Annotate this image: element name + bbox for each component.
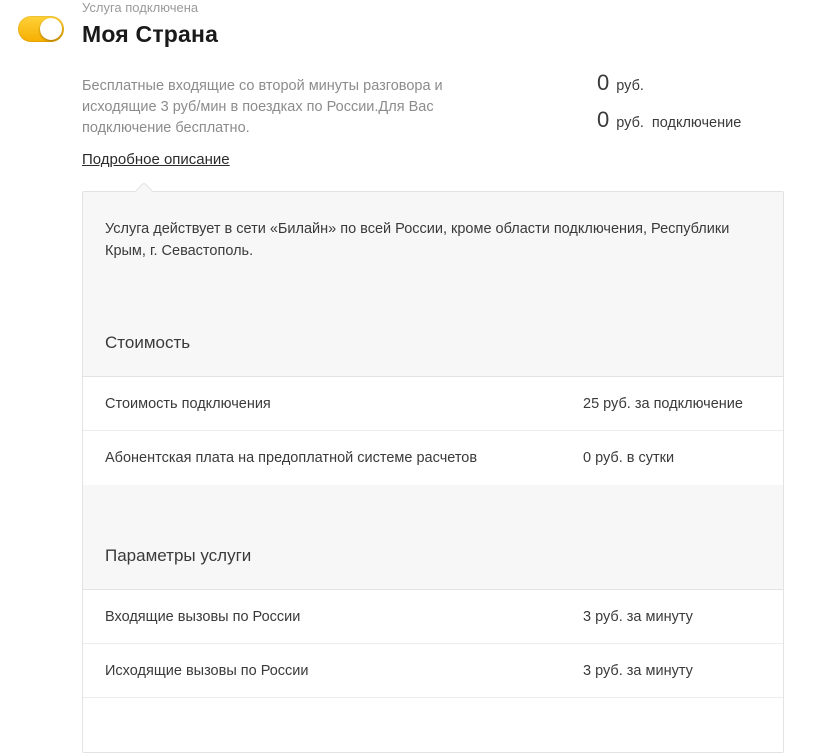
- panel-caret-icon: [136, 183, 152, 192]
- table-row: [83, 431, 783, 485]
- price-summary: [597, 70, 827, 144]
- row-value: 0 руб. в сутки: [583, 450, 675, 466]
- price-amount: 0: [597, 70, 610, 95]
- service-status-text: Услуга подключена: [82, 0, 199, 15]
- panel-intro-text: Услуга действует в сети «Билайн» по всей России, кроме области подключения, Республики Крым, г. Севастополь.: [105, 221, 730, 259]
- price-row: [597, 107, 827, 133]
- price-amount: 0: [597, 107, 610, 132]
- spacer: [83, 485, 783, 545]
- section-title-cost: Стоимость: [105, 333, 191, 352]
- section-title-params: Параметры услуги: [105, 546, 252, 565]
- toggle-track[interactable]: [18, 16, 64, 42]
- price-note: подключение: [651, 115, 742, 131]
- service-enabled-toggle[interactable]: [18, 16, 64, 42]
- service-description: Бесплатные входящие со второй минуты разговора и исходящие 3 руб/мин в поездках по России.Для Вас подключение бесплатно.: [82, 78, 443, 136]
- price-unit: руб.: [616, 115, 644, 131]
- spacer: [83, 567, 783, 589]
- row-label: Исходящие вызовы по России: [105, 663, 309, 679]
- row-value: 25 руб. за подключение: [583, 396, 743, 412]
- spacer: [83, 354, 783, 376]
- details-panel: [82, 191, 784, 753]
- row-value: 3 руб. за минуту: [583, 609, 693, 625]
- table-row: [83, 377, 783, 431]
- cost-rows: [83, 376, 783, 485]
- row-value: 3 руб. за минуту: [583, 663, 693, 679]
- table-row: [83, 698, 783, 752]
- row-label: Стоимость подключения: [105, 396, 271, 412]
- page-title: Моя Страна: [82, 21, 219, 47]
- price-unit: руб.: [616, 78, 644, 94]
- table-row: [83, 644, 783, 698]
- row-label: Абонентская плата на предоплатной системе расчетов: [105, 450, 478, 466]
- table-row: [83, 590, 783, 644]
- price-row: [597, 70, 827, 96]
- row-label: [83, 698, 583, 729]
- row-label: Входящие вызовы по России: [105, 609, 301, 625]
- params-rows: [83, 589, 783, 752]
- detailed-description-link[interactable]: Подробное описание: [82, 151, 230, 168]
- spacer: [83, 262, 783, 332]
- page-header: [82, 0, 782, 49]
- toggle-knob[interactable]: [40, 18, 62, 40]
- row-value: [583, 698, 783, 729]
